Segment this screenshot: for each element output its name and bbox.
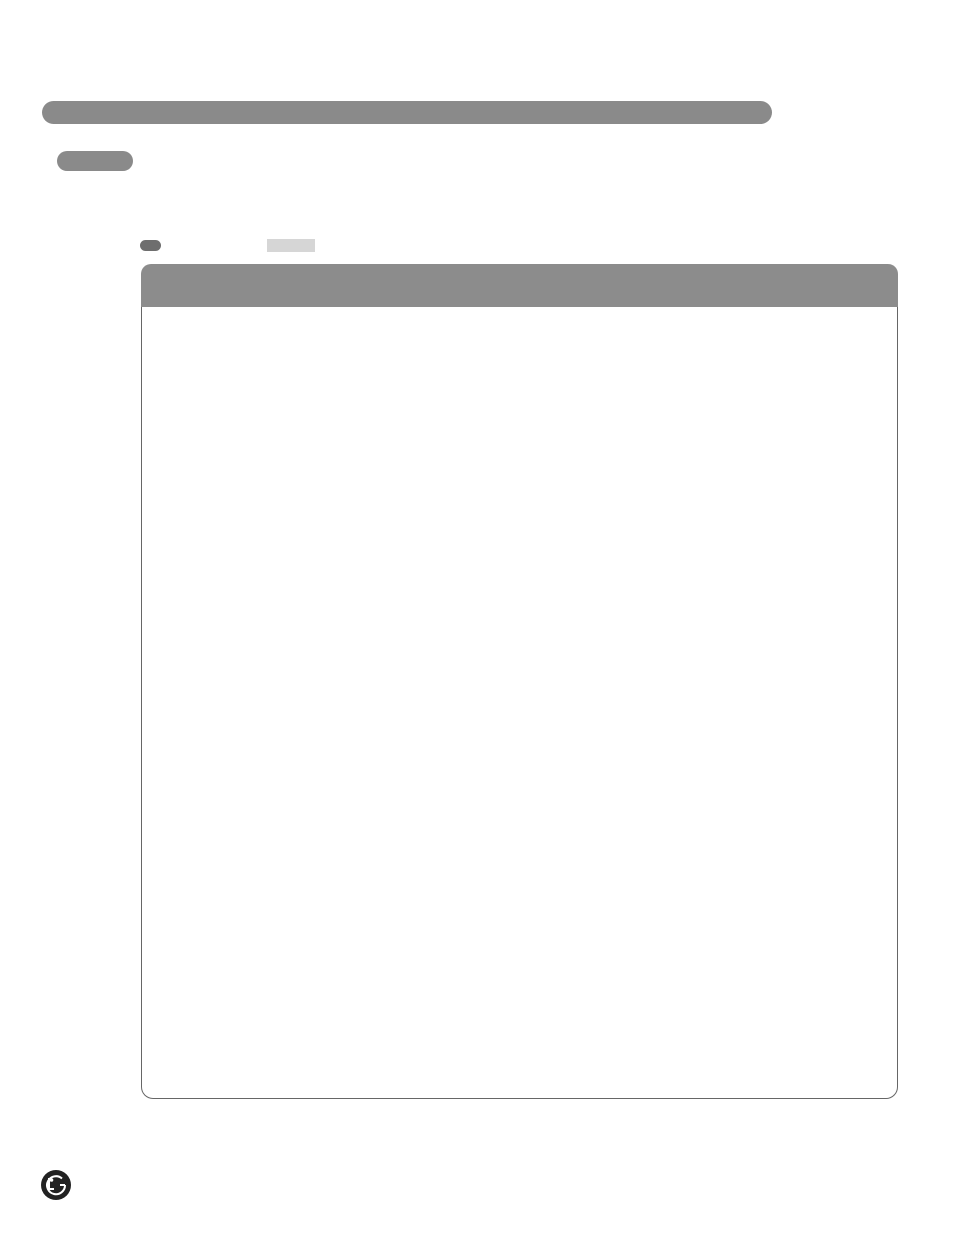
- title-bar: [42, 101, 772, 124]
- section-pill: [57, 151, 133, 171]
- cycle-table: [141, 307, 898, 1099]
- lg-logo-icon: [40, 1169, 72, 1201]
- table-header: [141, 264, 898, 307]
- legend-default-swatch: [267, 239, 315, 252]
- legend-option-dot-icon: [140, 240, 161, 251]
